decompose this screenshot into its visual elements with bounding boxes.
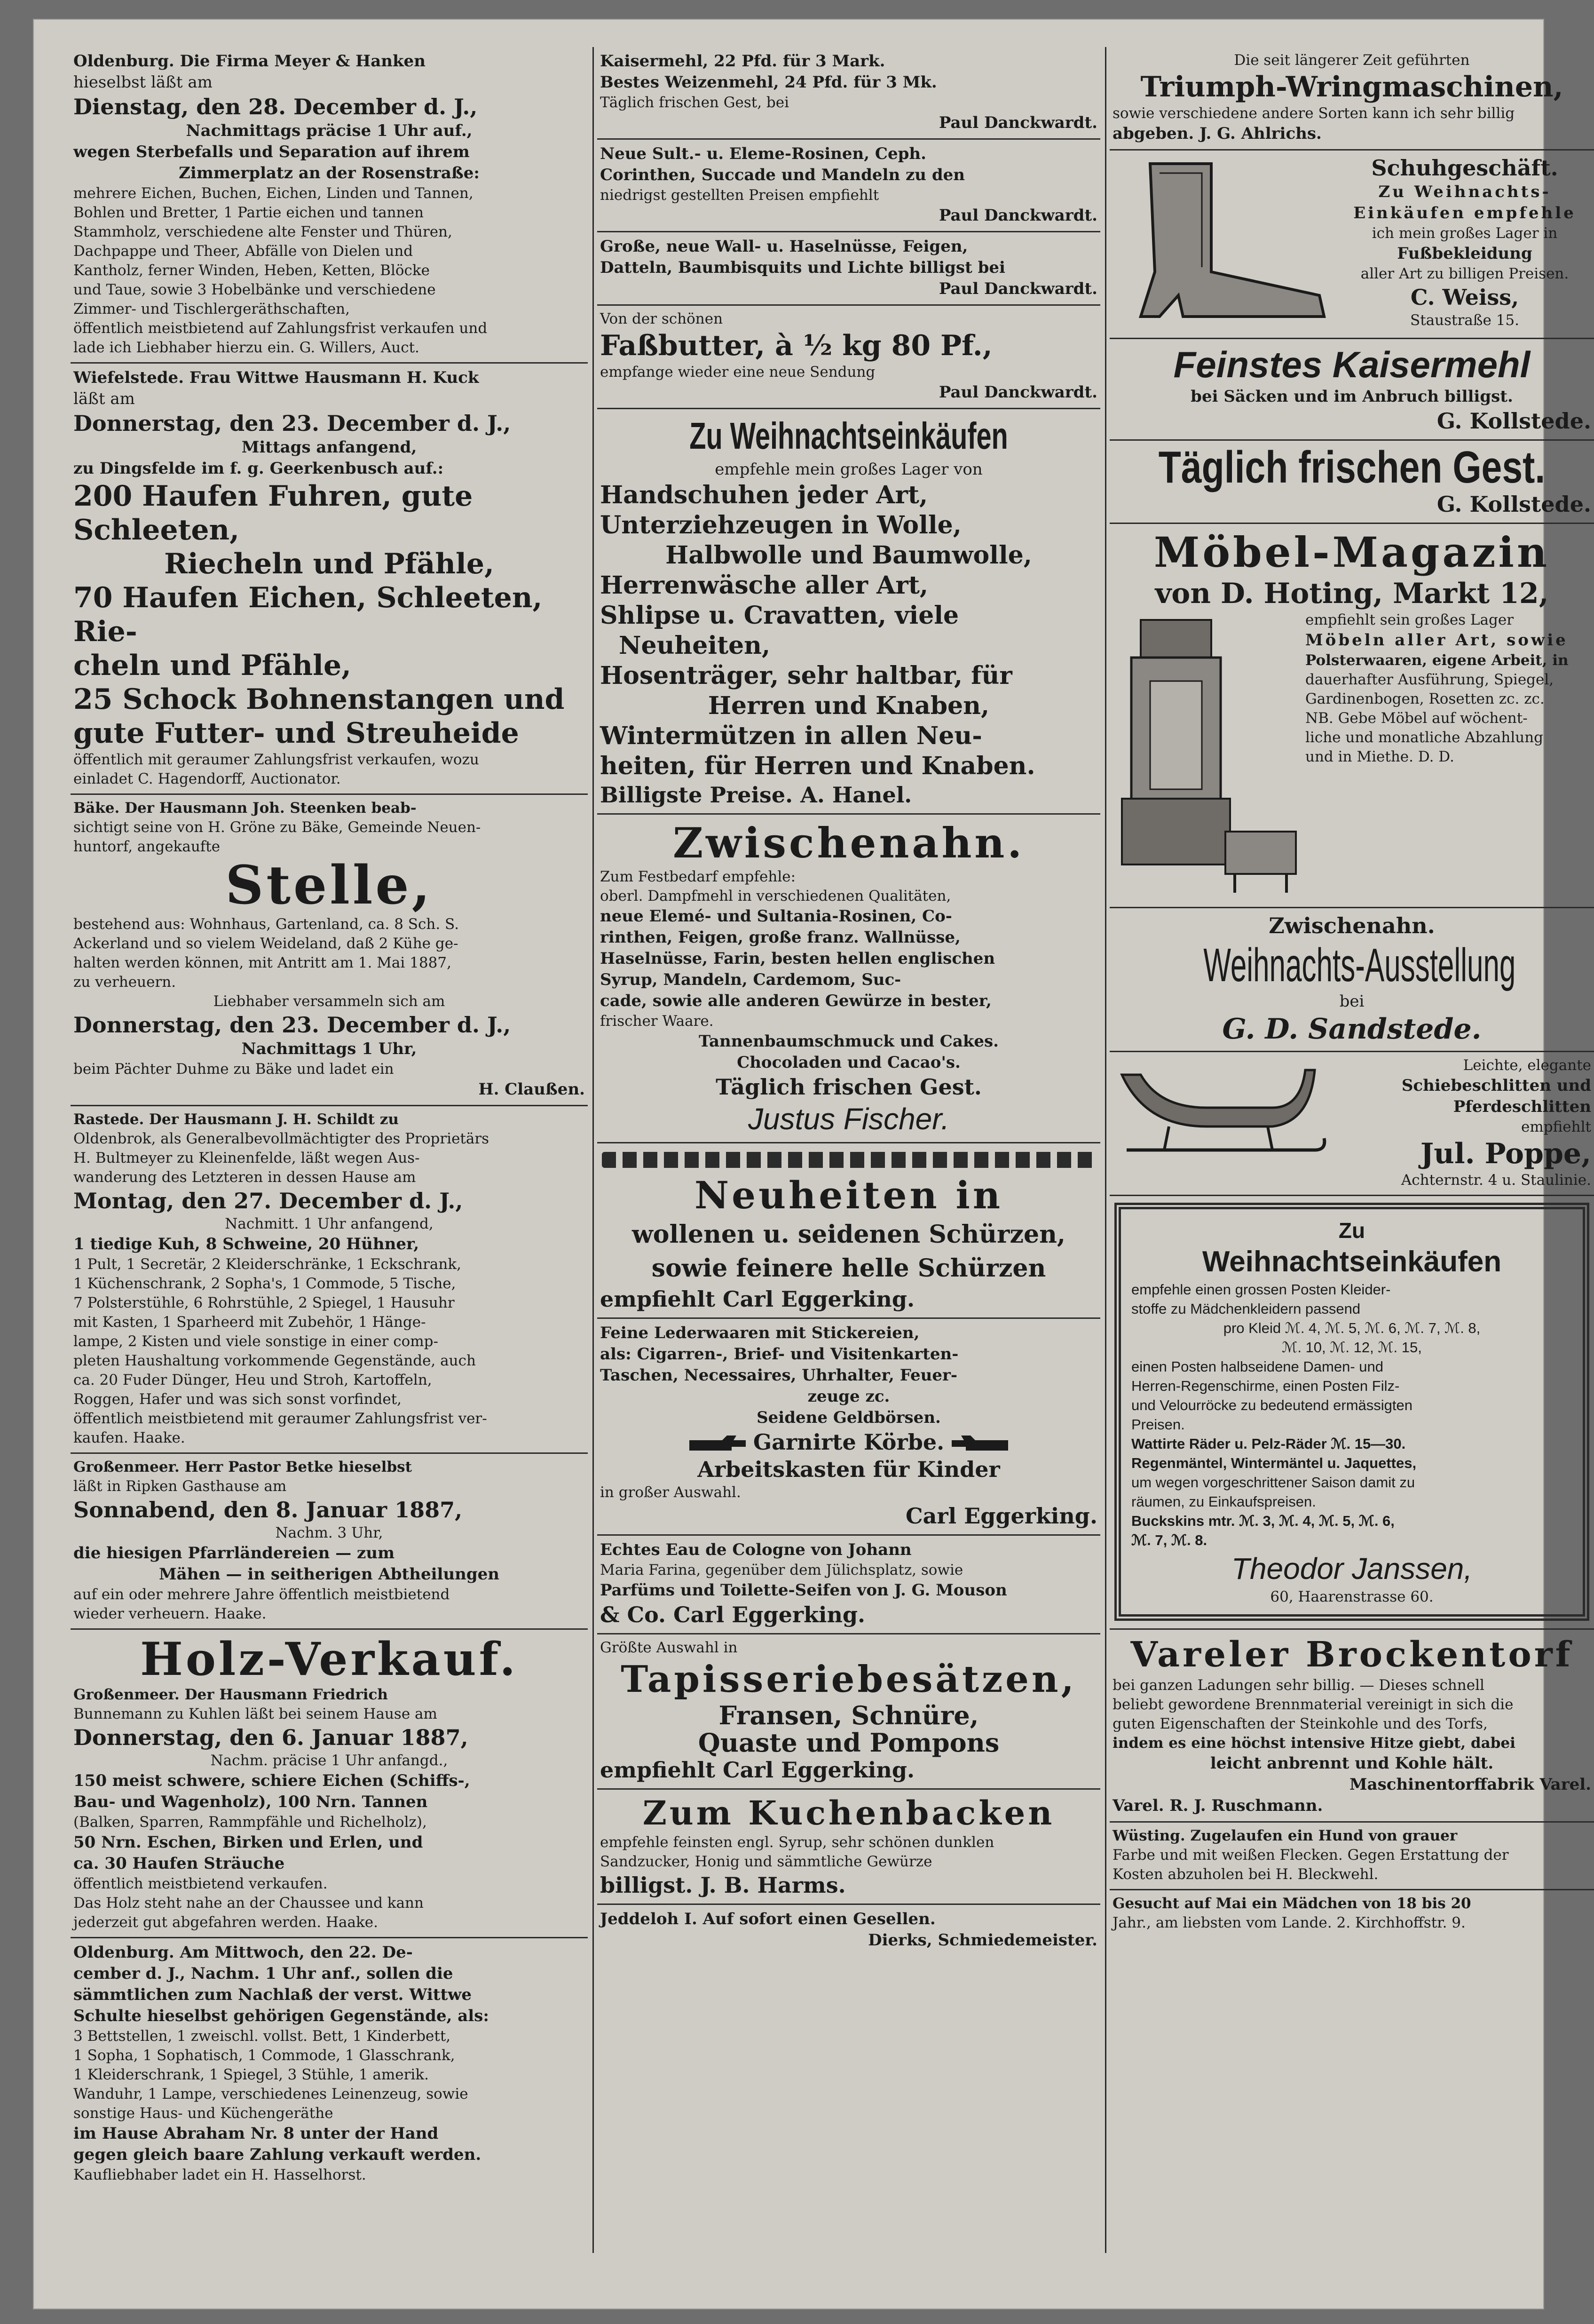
ad-line: Größte Auswahl in — [600, 1639, 738, 1656]
ad-baeke-stelle — [71, 795, 588, 1106]
ad-headline: Neuheiten, — [619, 631, 771, 660]
ad-signature: Theodor Janssen, — [1231, 1552, 1473, 1586]
ad-line: Liebhaber versammeln sich am — [213, 993, 445, 1010]
ad-line: mit Kasten, 1 Sparheerd mit Zubehör, 1 Hänge- — [73, 1314, 426, 1331]
ad-headline: Fransen, Schnüre, — [718, 1700, 979, 1730]
ad-line: Nachm. präcise 1 Uhr anfangd., — [210, 1752, 448, 1769]
ad-line: huntorf, angekaufte — [73, 838, 221, 855]
ad-line: pro Kleid ℳ. 4, ℳ. 5, ℳ. 6, ℳ. 7, ℳ. 8, — [1223, 1320, 1481, 1336]
ad-signature: jederzeit gut abgefahren werden. Haake. — [73, 1914, 378, 1931]
column-1 — [71, 47, 588, 2253]
ad-line: räumen, zu Einkaufspreisen. — [1131, 1493, 1316, 1510]
pointing-hand-icon — [952, 1435, 1008, 1453]
ad-line: (Balken, Sparren, Rammpfähle und Richelholz), — [73, 1814, 427, 1831]
ad-line: Wanduhr, 1 Lampe, verschiedenes Leinenzeug, sowie — [73, 2086, 468, 2102]
ad-headline: Schuhgeschäft. — [1371, 155, 1558, 181]
ad-line: Täglich frischen Gest, bei — [600, 94, 789, 111]
ad-headline: Feinstes Kaisermehl — [1173, 344, 1531, 385]
ad-line: Pferdeschlitten — [1453, 1097, 1591, 1116]
ad-line: halten werden können, mit Antritt am 1. Mai 1887, — [73, 954, 451, 971]
ad-line: zu verheuern. — [73, 974, 176, 991]
ad-line: Regenmäntel, Wintermäntel u. Jaquettes, — [1131, 1455, 1417, 1471]
ad-line: Schiebeschlitten und — [1401, 1076, 1591, 1095]
ad-headline: sowie feinere helle Schürzen — [651, 1254, 1046, 1283]
ad-line: beliebt gewordene Brennmaterial vereinigt in sich die — [1113, 1696, 1514, 1713]
ad-grossenmeer-pfarr — [71, 1454, 588, 1630]
ad-signature: Dierks, Schmiedemeister. — [868, 1931, 1097, 1950]
ad-line: Bau- und Wagenholz), 100 Nrn. Tannen — [73, 1793, 428, 1811]
ad-line: stoffe zu Mädchenkleidern passend — [1131, 1301, 1361, 1317]
ad-headline: gute Futter- und Streuheide — [73, 717, 519, 750]
ad-line: sichtigt seine von H. Gröne zu Bäke, Gemeinde Neuen- — [73, 819, 481, 836]
ad-title: Möbel-Magazin — [1154, 528, 1550, 577]
ad-wiefelstede — [71, 364, 588, 795]
ad-line: wegen Sterbefalls und Separation auf ihrem — [73, 143, 470, 161]
sleigh-illustration — [1113, 1056, 1329, 1169]
ad-line: Gesucht auf Mai ein Mädchen von 18 bis 20 — [1113, 1895, 1471, 1912]
ad-line: im Hause Abraham Nr. 8 unter der Hand — [73, 2124, 439, 2143]
ad-danckwardt-mehl — [597, 47, 1100, 140]
ad-danckwardt-nuesse — [597, 232, 1100, 306]
ad-line: läßt am — [73, 389, 135, 408]
ad-signature: Kosten abzuholen bei H. Bleckwehl. — [1113, 1866, 1379, 1883]
ad-line: Bohlen und Bretter, 1 Partie eichen und tannen — [73, 204, 424, 221]
ad-signature: wieder verheuern. Haake. — [73, 1605, 267, 1622]
ad-headline: Dienstag, den 28. December d. J., — [73, 94, 478, 119]
ad-title: Weihnachtseinkäufen — [1202, 1245, 1502, 1278]
ad-title: Stelle, — [225, 855, 433, 916]
ad-line: empfiehlt sein großes Lager — [1305, 611, 1514, 628]
ad-line: öffentlich meistbietend verkaufen. — [73, 1875, 328, 1892]
ad-line: 7 Polsterstühle, 6 Rohrstühle, 2 Spiegel, 1 Hausuhr — [73, 1294, 455, 1311]
ad-signature: Varel. R. J. Ruschmann. — [1113, 1796, 1323, 1815]
ad-line: Roggen, Hafer und was sich sonst vorfindet, — [73, 1391, 402, 1408]
ad-line: Fußbekleidung — [1397, 244, 1532, 263]
ad-line: Nachmittags präcise 1 Uhr auf., — [186, 121, 473, 140]
ad-line: Zu — [1338, 1218, 1365, 1243]
ad-line: mehrere Eichen, Buchen, Eichen, Linden und Tannen, — [73, 185, 473, 202]
ad-line: Ackerland und so vielem Weideland, daß 2 Kühe ge- — [73, 935, 458, 952]
ad-line: wanderung des Letzteren in dessen Hause am — [73, 1169, 416, 1186]
ad-line: Schulte hieselbst gehörigen Gegenstände, als: — [73, 2007, 489, 2025]
ad-line: Zum Festbedarf empfehle: — [600, 868, 796, 885]
ad-line: Oldenburg. Die Firma Meyer & Hanken — [73, 52, 426, 71]
column-rule — [1105, 47, 1106, 2253]
ad-headline: Wintermützen in allen Neu- — [600, 722, 982, 750]
ad-line: empfange wieder eine neue Sendung — [600, 364, 876, 381]
ad-line: Wattirte Räder u. Pelz-Räder ℳ. 15—30. — [1131, 1436, 1406, 1452]
ad-line: hieselbst läßt am — [73, 73, 213, 92]
ad-line: Taschen, Necessaires, Uhrhalter, Feuer- — [600, 1366, 957, 1385]
ad-line: oberl. Dampfmehl in verschiedenen Qualitäten, — [600, 888, 951, 904]
ad-line: ℳ. 7, ℳ. 8. — [1131, 1532, 1207, 1548]
ad-headline: Faßbutter, à ½ kg 80 Pf., — [600, 329, 993, 362]
ad-headline: Sonnabend, den 8. Januar 1887, — [73, 1497, 463, 1523]
ad-line: Jeddeloh I. Auf sofort einen Gesellen. — [600, 1910, 936, 1928]
ad-harms — [597, 1790, 1100, 1905]
ad-line: Parfüms und Toilette-Seifen von J. G. Mouson — [600, 1581, 1007, 1600]
ad-signature: Carl Eggerking. — [905, 1503, 1097, 1529]
ad-line: bei ganzen Ladungen sehr billig. — Dieses schnell — [1113, 1677, 1484, 1694]
ad-headline: Shlipse u. Cravatten, viele — [600, 601, 959, 630]
ad-line: Seidene Geldbörsen. — [757, 1408, 941, 1427]
ad-signature: empfiehlt Carl Eggerking. — [600, 1757, 915, 1783]
ad-line: Kantholz, ferner Winden, Heben, Ketten, Blöcke — [73, 262, 430, 279]
ad-line: auf ein oder mehrere Jahre öffentlich meistbietend — [73, 1586, 450, 1603]
ad-line: beim Pächter Duhme zu Bäke und ladet ein — [73, 1061, 394, 1078]
ad-line: Datteln, Baumbisquits und Lichte billigst bei — [600, 258, 1005, 277]
ad-signature: lade ich Liebhaber hierzu ein. G. Willers, Auct. — [73, 339, 419, 356]
ad-line: Maria Farina, gegenüber dem Jülichsplatz, sowie — [600, 1562, 963, 1578]
ad-line: Feine Lederwaaren mit Stickereien, — [600, 1324, 920, 1342]
ad-eggerking-schuerzen — [597, 1143, 1100, 1319]
ad-line: Zu Weihnachts- — [1378, 182, 1551, 201]
ad-line: ℳ. 10, ℳ. 12, ℳ. 15, — [1282, 1339, 1422, 1356]
ad-headline: cheln und Pfähle, — [73, 649, 352, 682]
ad-line: Großenmeer. Herr Pastor Betke hieselbst — [73, 1459, 412, 1475]
ad-headline: Täglich frischen Gest. — [1158, 442, 1546, 492]
ad-line: 3 Bettstellen, 1 zweischl. vollst. Bett, 1 Kinderbett, — [73, 2028, 451, 2045]
ad-line: als: Cigarren-, Brief- und Visitenkarten- — [600, 1345, 959, 1364]
ad-signature: C. Weiss, — [1410, 285, 1519, 310]
ad-line: und Taue, sowie 3 Hobelbänke und verschiedene — [73, 281, 436, 298]
ad-title: Zum Kuchenbacken — [642, 1793, 1055, 1832]
ad-headline: Halbwolle und Baumwolle, — [665, 541, 1032, 570]
ad-signature: Jul. Poppe, — [1420, 1137, 1591, 1170]
ad-headline: Herren und Knaben, — [708, 691, 990, 720]
ad-title: Zu Weihnachtseinkäufen — [689, 415, 1008, 457]
ad-headline: Täglich frischen Gest. — [716, 1074, 982, 1100]
ad-line: Leichte, elegante — [1463, 1057, 1591, 1074]
ad-signature: Billigste Preise. A. Hanel. — [600, 782, 912, 808]
ad-line: Jahr., am liebsten vom Lande. 2. Kirchhoffstr. 9. — [1113, 1914, 1466, 1931]
ad-line: Polsterwaaren, eigene Arbeit, in — [1305, 652, 1569, 669]
ad-torf — [1110, 1630, 1594, 1823]
ad-line: empfehle feinsten engl. Syrup, sehr schönen dunklen — [600, 1834, 994, 1851]
ad-headline: 200 Haufen Fuhren, gute Schleeten, — [73, 480, 473, 547]
ad-line: empfehle einen grossen Posten Kleider- — [1131, 1281, 1391, 1298]
ad-line: Chocoladen und Cacao's. — [737, 1053, 961, 1072]
ad-line: ich mein großes Lager in — [1372, 225, 1558, 242]
ad-line: Haselnüsse, Farin, besten hellen englischen — [600, 949, 995, 968]
ad-signature: Kaufliebhaber ladet ein H. Hasselhorst. — [73, 2166, 366, 2183]
ad-line: öffentlich meistbietend mit geraumer Zahlungsfrist ver- — [73, 1410, 487, 1427]
ad-kollstede-mehl — [1110, 339, 1594, 441]
ad-line: sowie verschiedene andere Sorten kann ich sehr billig — [1113, 105, 1515, 122]
ad-signature: einladet C. Hagendorff, Auctionator. — [73, 770, 341, 787]
ad-line: NB. Gebe Möbel auf wöchent- — [1305, 710, 1528, 727]
ad-signature: & Co. Carl Eggerking. — [600, 1602, 866, 1627]
ad-bleckwehl — [1110, 1823, 1594, 1890]
ad-danckwardt-butter — [597, 306, 1100, 409]
ad-line: Die seit längerer Zeit geführten — [1234, 52, 1470, 69]
ad-signature: und in Miethe. D. D. — [1305, 748, 1454, 765]
ad-poppe — [1110, 1052, 1594, 1196]
ad-line: 1 tiedige Kuh, 8 Schweine, 20 Hühner, — [73, 1235, 419, 1253]
ad-line: leicht anbrennt und Kohle hält. — [1210, 1754, 1494, 1773]
ad-eggerking-cologne — [597, 1536, 1100, 1634]
ad-title: Vareler Brockentorf — [1130, 1634, 1573, 1675]
ad-dierks — [597, 1905, 1100, 1956]
ad-line: Corinthen, Succade und Mandeln zu den — [600, 166, 965, 184]
ad-line: Echtes Eau de Cologne von Johann — [600, 1540, 912, 1559]
ad-title: Tapisseriebesätzen, — [621, 1658, 1077, 1701]
ad-line: niedrigst gestellten Preisen empfiehlt — [600, 187, 879, 204]
ad-eggerking-leder — [597, 1319, 1100, 1536]
ad-line: 1 Sopha, 1 Sophatisch, 1 Commode, 1 Glasschrank, — [73, 2047, 455, 2064]
ad-line: Oldenburg. Am Mittwoch, den 22. De- — [73, 1943, 413, 1962]
ad-headline: Donnerstag, den 6. Januar 1887, — [73, 1725, 468, 1750]
ad-line: Neue Sult.- u. Eleme-Rosinen, Ceph. — [600, 144, 926, 163]
ad-headline: Donnerstag, den 23. December d. J., — [73, 411, 511, 436]
pointing-hand-icon — [689, 1435, 746, 1453]
ad-line: Zwischenahn. — [1269, 913, 1435, 938]
ad-sandstede — [1110, 908, 1594, 1052]
ad-line: Zimmerplatz an der Rosenstraße: — [179, 164, 480, 182]
ad-headline: 70 Haufen Eichen, Schleeten, Rie- — [73, 581, 543, 648]
ad-line: Syrup, Mandeln, Cardemom, Suc- — [600, 970, 901, 989]
ad-line: bei Säcken und im Anbruch billigst. — [1191, 387, 1513, 406]
ad-line: cade, sowie alle anderen Gewürze in bester, — [600, 991, 992, 1010]
ad-holz-verkauf — [71, 1630, 588, 1938]
ad-signature: G. Kollstede. — [1436, 492, 1591, 517]
ad-line: Rastede. Der Hausmann J. H. Schildt zu — [73, 1111, 399, 1128]
ad-line: dauerhafter Ausführung, Spiegel, — [1305, 671, 1554, 688]
ad-line: Sandzucker, Honig und sämmtliche Gewürze — [600, 1853, 932, 1870]
ad-headline: Garnirte Körbe. — [753, 1429, 945, 1455]
ad-signature: Justus Fischer. — [748, 1102, 949, 1136]
ad-line: empfehle mein großes Lager von — [715, 460, 983, 479]
ad-line: öffentlich meistbietend auf Zahlungsfrist verkaufen und — [73, 320, 488, 337]
ad-line: Nachmittags 1 Uhr, — [241, 1039, 417, 1058]
ad-line: Staustraße 15. — [1410, 312, 1519, 329]
ad-line: Wüsting. Zugelaufen ein Hund von grauer — [1113, 1827, 1458, 1844]
ad-line: Gardinenbogen, Rosetten zc. zc. — [1305, 690, 1545, 707]
ad-line: zeuge zc. — [807, 1387, 890, 1406]
ad-line: liche und monatliche Abzahlung — [1305, 729, 1544, 746]
ad-line: Einkäufen empfehle — [1353, 204, 1576, 222]
ad-line: Nachm. 3 Uhr, — [275, 1524, 383, 1541]
ad-eggerking-tapisserie — [597, 1634, 1100, 1790]
ad-danckwardt-rosinen — [597, 140, 1100, 232]
ad-line: 50 Nrn. Eschen, Birken und Erlen, und — [73, 1833, 423, 1852]
ad-line: Kaisermehl, 22 Pfd. für 3 Mark. — [600, 52, 885, 71]
ad-line: bei — [1339, 992, 1365, 1011]
ad-line: Bunnemann zu Kuhlen läßt bei seinem Hause am — [73, 1705, 437, 1722]
ad-line: bestehend aus: Wohnhaus, Gartenland, ca. 8 Sch. S. — [73, 916, 459, 933]
garnirte-koerbe-line — [600, 1428, 1097, 1456]
ad-line: Buckskins mtr. ℳ. 3, ℳ. 4, ℳ. 5, ℳ. 6, — [1131, 1513, 1395, 1529]
ad-line: neue Elemé- und Sultania-Rosinen, Co- — [600, 907, 952, 926]
ad-line: Großenmeer. Der Hausmann Friedrich — [73, 1686, 388, 1703]
ad-line: Preisen. — [1131, 1416, 1185, 1433]
ad-headline: Unterziehzeugen in Wolle, — [600, 511, 962, 539]
ad-signature: G. Kollstede. — [1436, 408, 1591, 434]
ad-meyer-hanken — [71, 47, 588, 364]
ad-line: 1 Pult, 1 Secretär, 2 Kleiderschränke, 1 Eckschrank, — [73, 1256, 461, 1273]
ad-signature: Paul Danckwardt. — [939, 113, 1097, 132]
ad-headline: Quaste und Pompons — [698, 1728, 1000, 1758]
ad-headline: Donnerstag, den 23. December d. J., — [73, 1012, 511, 1038]
decorative-frame — [1114, 1203, 1589, 1621]
ad-headline: wollenen u. seidenen Schürzen, — [632, 1220, 1065, 1249]
ad-line: Möbeln aller Art, sowie — [1305, 631, 1568, 650]
ad-headline: Arbeitskasten für Kinder — [697, 1457, 1000, 1482]
ad-signature: Paul Danckwardt. — [939, 206, 1097, 225]
ad-line: Das Holz steht nahe an der Chaussee und kann — [73, 1895, 424, 1912]
ad-schulte-nachlass — [71, 1938, 588, 2189]
ad-signature: Paul Danckwardt. — [939, 383, 1097, 402]
ad-headline: Herrenwäsche aller Art, — [600, 571, 928, 600]
ad-headline: heiten, für Herren und Knaben. — [600, 752, 1035, 780]
ad-headline: Handschuhen jeder Art, — [600, 481, 928, 509]
ad-signature: H. Claußen. — [478, 1080, 585, 1099]
ad-line: die hiesigen Pfarrländereien — zum — [73, 1544, 395, 1563]
ad-hoting — [1110, 524, 1594, 908]
ad-line: Mähen — in seitherigen Abtheilungen — [158, 1565, 500, 1584]
ad-headline: Triumph-Wringmaschinen, — [1140, 71, 1563, 103]
ad-line: gegen gleich baare Zahlung verkauft werden. — [73, 2145, 481, 2164]
column-rule — [592, 47, 594, 2253]
ad-title: Neuheiten in — [694, 1173, 1003, 1217]
ad-line: Herren-Regenschirme, einen Posten Filz- — [1131, 1378, 1400, 1394]
ad-maedchen — [1110, 1890, 1594, 1937]
ad-signature: Paul Danckwardt. — [939, 279, 1097, 298]
ad-line: Maschinentorffabrik Varel. — [1349, 1775, 1591, 1794]
ad-line: indem es eine höchst intensive Hitze giebt, dabei — [1113, 1735, 1515, 1752]
ad-line: Bestes Weizenmehl, 24 Pfd. für 3 Mk. — [600, 73, 937, 92]
ad-title: Holz-Verkauf. — [140, 1633, 518, 1686]
ad-line: sämmtlichen zum Nachlaß der verst. Wittwe — [73, 1985, 472, 2004]
ad-signature: empfiehlt Carl Eggerking. — [600, 1286, 915, 1312]
ad-title: Weihnachts-Ausstellung — [1203, 939, 1516, 991]
boot-illustration — [1113, 154, 1334, 333]
ad-line: lampe, 2 Kisten und viele sonstige in einer comp- — [73, 1333, 438, 1350]
ad-signature: G. D. Sandstede. — [1222, 1013, 1482, 1046]
decorative-chain-border — [602, 1152, 1096, 1168]
ad-line: empfiehlt — [1521, 1118, 1591, 1135]
ad-line: Von der schönen — [600, 310, 723, 327]
ad-line: Stammholz, verschiedene alte Fenster und Thüren, — [73, 223, 452, 240]
ad-headline: 25 Schock Bohnenstangen und — [73, 683, 565, 716]
ad-line: 1 Küchenschrank, 2 Sopha's, 1 Commode, 5 Tische, — [73, 1275, 456, 1292]
ad-line: Wiefelstede. Frau Wittwe Hausmann H. Kuck — [73, 368, 479, 387]
ad-line: einen Posten halbseidene Damen- und — [1131, 1358, 1383, 1375]
ad-line: Achternstr. 4 u. Staulinie. — [1401, 1172, 1591, 1189]
ad-line: und Velourröcke zu bedeutend ermässigten — [1131, 1397, 1413, 1413]
furniture-illustration — [1113, 611, 1301, 902]
ad-line: Große, neue Wall- u. Haselnüsse, Feigen, — [600, 237, 968, 256]
ad-line: Dachpappe und Theer, Abfälle von Dielen und — [73, 243, 413, 260]
ad-line: H. Bultmeyer zu Kleinenfelde, läßt wegen Aus- — [73, 1150, 420, 1166]
ad-line: 60, Haarenstrasse 60. — [1270, 1588, 1434, 1605]
ad-janssen — [1110, 1196, 1594, 1630]
ad-headline: Montag, den 27. December d. J., — [73, 1188, 463, 1214]
ad-headline: von D. Hoting, Markt 12, — [1155, 577, 1549, 610]
ad-hanel — [597, 409, 1100, 815]
ad-headline: Hosenträger, sehr haltbar, für — [600, 661, 1012, 690]
ad-line: Mittags anfangend, — [241, 438, 417, 457]
column-3 — [1110, 47, 1594, 2253]
ad-line: rinthen, Feigen, große franz. Wallnüsse, — [600, 928, 961, 947]
ad-fischer — [597, 815, 1100, 1143]
ad-headline: Riecheln und Pfähle, — [164, 547, 494, 580]
ad-line: pleten Haushaltung vorkommende Gegenstände, auch — [73, 1352, 476, 1369]
ad-line: Oldenbrok, als Generalbevollmächtigter des Proprietärs — [73, 1130, 489, 1147]
ad-line: Farbe und mit weißen Flecken. Gegen Erstattung der — [1113, 1847, 1509, 1864]
ad-line: cember d. J., Nachm. 1 Uhr anf., sollen die — [73, 1964, 453, 1983]
ad-ahlrichs — [1110, 47, 1594, 151]
ad-line: in großer Auswahl. — [600, 1484, 741, 1501]
ad-signature: kaufen. Haake. — [73, 1429, 185, 1446]
ad-line: Zimmer- und Tischlergeräthschaften, — [73, 301, 350, 317]
ad-line: öffentlich mit geraumer Zahlungsfrist verkaufen, wozu — [73, 751, 479, 768]
ad-line: guten Eigenschaften der Steinkohle und des Torfs, — [1113, 1715, 1488, 1732]
ad-line: ca. 20 Fuder Dünger, Heu und Stroh, Kartoffeln, — [73, 1372, 432, 1388]
ad-line: zu Dingsfelde im f. g. Geerkenbusch auf.: — [73, 459, 444, 478]
ad-rastede — [71, 1106, 588, 1454]
ad-signature: abgeben. J. G. Ahlrichs. — [1113, 124, 1322, 143]
ad-signature: billigst. J. B. Harms. — [600, 1872, 846, 1898]
ad-title: Zwischenahn. — [672, 818, 1025, 867]
ad-line: 150 meist schwere, schiere Eichen (Schiffs-, — [73, 1771, 470, 1790]
ad-line: Tannenbaumschmuck und Cakes. — [698, 1032, 999, 1051]
ad-line: um wegen vorgeschrittener Saison damit zu — [1131, 1474, 1415, 1491]
ad-line: Bäke. Der Hausmann Joh. Steenken beab- — [73, 800, 417, 817]
ad-weiss — [1110, 151, 1594, 339]
ad-line: sonstige Haus- und Küchengeräthe — [73, 2105, 333, 2122]
ad-line: frischer Waare. — [600, 1013, 714, 1030]
ad-line: aller Art zu billigen Preisen. — [1360, 265, 1569, 282]
ad-line: Nachmitt. 1 Uhr anfangend, — [225, 1215, 434, 1232]
ad-kollstede-gest — [1110, 441, 1594, 524]
column-2 — [597, 47, 1100, 2253]
ad-line: läßt in Ripken Gasthause am — [73, 1478, 287, 1495]
ad-line: 1 Kleiderschrank, 1 Spiegel, 3 Stühle, 1 amerik. — [73, 2066, 429, 2083]
newspaper-page — [33, 19, 1591, 2309]
ad-line: ca. 30 Haufen Sträuche — [73, 1854, 285, 1873]
